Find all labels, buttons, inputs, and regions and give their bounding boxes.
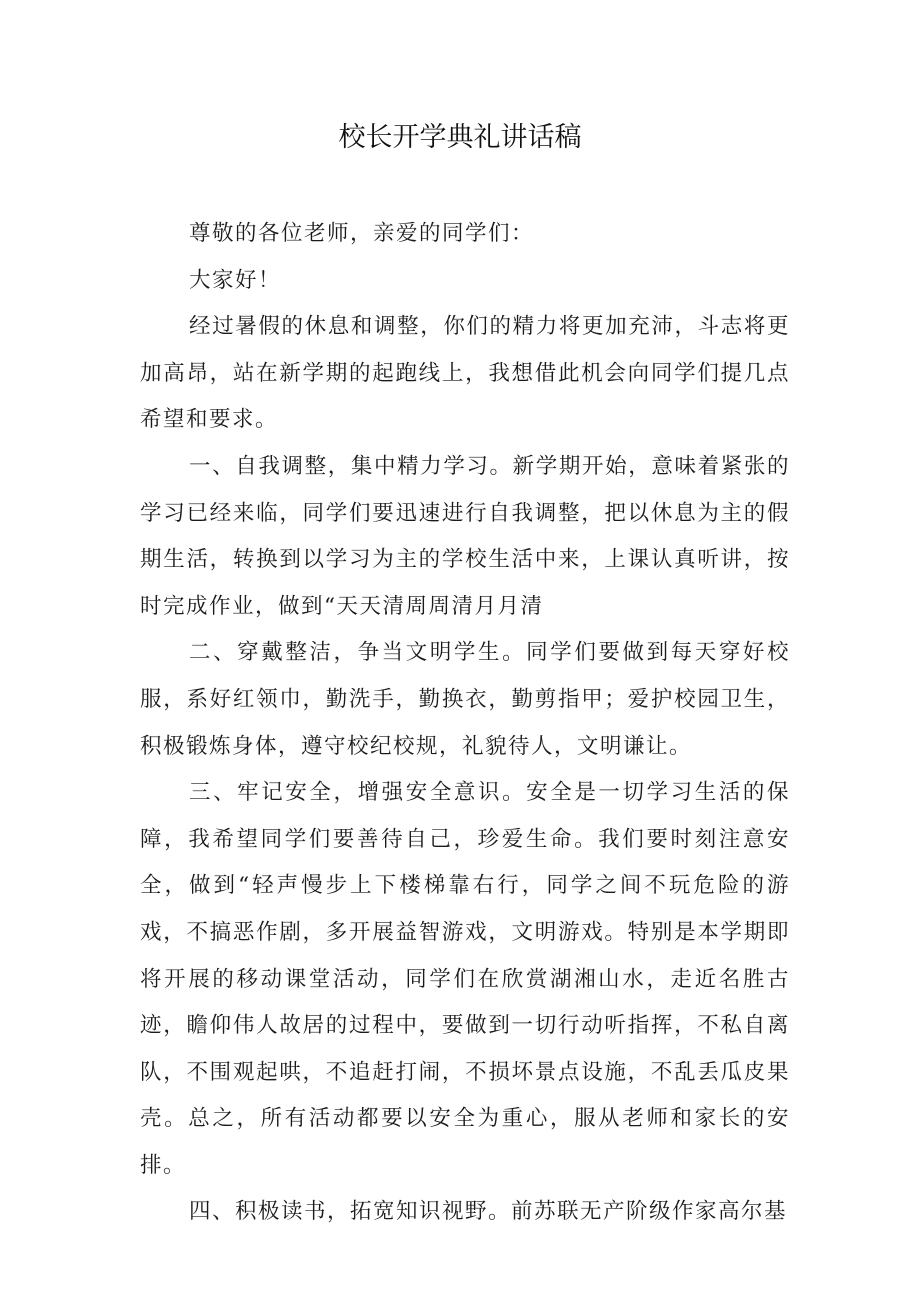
paragraph-greeting: 大家好！ (189, 267, 282, 293)
paragraph-intro: 经过暑假的休息和调整，你们的精力将更加充沛，斗志将更加高昂，站在新学期的起跑线上，我想借此机会向同学们提几点希望和要求。 (140, 314, 790, 433)
document-body (140, 211, 790, 1236)
paragraph-point-2: 二、穿戴整洁，争当文明学生。同学们要做到每天穿好校服，系好红领巾，勤洗手，勤换衣，勤剪指甲；爱护校园卫生，积极锻炼身体，遵守校纪校规，礼貌待人，文明谦让。 (140, 640, 790, 759)
page-title: 校长开学典礼讲话稿 (338, 122, 582, 153)
paragraph-point-4: 四、积极读书，拓宽知识视野。前苏联无产阶级作家高尔基 (189, 1199, 788, 1225)
paragraph-point-3: 三、牢记安全，增强安全意识。安全是一切学习生活的保障，我希望同学们要善待自己，珍爱生命。我们要时刻注意安全，做到“轻声慢步上下楼梯靠右行，同学之间不玩危险的游戏，不搞恶作剧，多开展益智游戏，文明游戏。特别是本学期即将开展的移动课堂活动，同学们在欣赏湖湘山水，走近名胜古迹，瞻仰伟人故居的过程中，要做到一切行动听指挥，不私自离队，不围观起哄，不追赶打闹，不损坏景点设施，不乱丢瓜皮果壳。总之，所有活动都要以安全为重心，服从老师和家长的安排。 (140, 780, 790, 1178)
paragraph-salutation: 尊敬的各位老师，亲爱的同学们： (189, 221, 535, 246)
paragraph-point-1: 一、自我调整，集中精力学习。新学期开始，意味着紧张的学习已经来临，同学们要迅速进行自我调整，把以休息为主的假期生活，转换到以学习为主的学校生活中来，上课认真听讲，按时完成作业，做到“天天清周周清月月清 (140, 453, 790, 619)
